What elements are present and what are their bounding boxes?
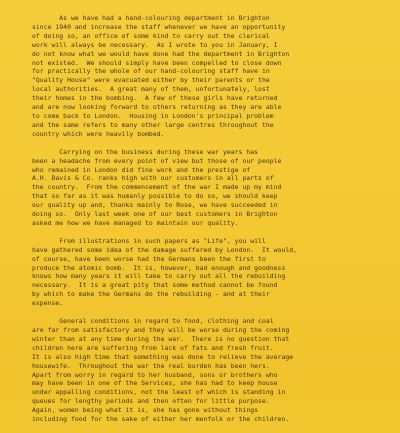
text-line: knows how many years it will take to carry out all the rebuilding [32,272,286,281]
text-line: asked me how we have managed to maintain our quality. [32,218,239,227]
text-line: doing so. Only last week one of our best customers in Brighton [32,210,278,219]
text-line: work will always be necessary. As I wrote to you in January, I [32,40,278,49]
text-line: including food for the sake of either her menfolk or the children. [32,415,290,424]
text-line: and are now looking forward to others returning as they are able [32,103,282,112]
text-line: As we have had a hand-colouring department in Brighton [32,14,270,22]
letter-body [32,14,382,433]
text-line: produce the atomic bomb. It is, however, bad enough and goodness [32,263,286,272]
paragraph-2 [32,148,382,228]
text-line: From illustrations in such papers as "Life", you will [32,236,266,245]
text-line: children here are suffering from lack of fats and fresh fruit. [32,343,274,352]
paragraph-4 [32,317,382,424]
text-line: General conditions in regard to food, clothing and coal [32,317,274,326]
text-line: for practically the whole of our hand-colouring staff have in [32,67,270,76]
text-line: that so far as it was humanly possible to do so, we should keep [32,192,278,201]
text-line: A.H. Davis & Co. ranks high with our customers in all parts of [32,174,274,183]
text-line: queues for lengthy periods and then often for little purpose. [32,397,270,406]
text-line: have gathered some idea of the damage suffered by London. It would, [32,245,298,254]
text-line: our quality up and, thanks mainly to Rose, we have succeeded in [32,201,278,210]
paragraph-3 [32,237,382,308]
text-line: since 1940 and increase the staff whenever we have an opportunity [32,22,286,31]
text-line: do not know what we would have done had the department in Brighton [32,49,290,58]
text-line: not existed. We should simply have been compelled to close down [32,58,282,67]
text-line: are far from satisfactory and they will be worse during the coming [32,326,290,334]
text-line: may have been in one of the Services, she has had to keep house [32,379,278,388]
text-line: by which to make the Germans do the rebuilding - and at their [32,290,270,299]
text-line: Again, women being what it is, she has gone without things [32,406,259,415]
text-line: of course, have been worse had the Germans been the first to [32,254,266,263]
text-line: been a headache from every point of view but those of our people [32,156,282,165]
text-line: under appalling conditions, not the least of which is standing in [32,388,286,397]
text-line: Apart from worry in regard to her husband, sons or brothers who [32,370,278,379]
text-line: winter than at any time during the war. There is no question that [32,334,290,343]
text-line: their homes in the bombing. A few of these girls have returned [32,94,278,103]
text-line: who remained in London did fine work and the prestige of [32,165,251,174]
text-line: and the same refers to many other large centres throughout the [32,120,274,129]
text-line: Carrying on the business during these war years has [32,147,259,156]
text-line: housewife. Throughout the war the real burden has been hers. [32,361,270,370]
text-line: "Quality House" were evacuated either by their parents or the [32,76,270,85]
paragraph-1 [32,14,382,139]
text-line: It is also high time that something was done to relieve the average [32,352,294,361]
text-line: of doing so, an office of some kind to carry out the clerical [32,31,270,40]
text-line: necessary. It is a great pity that some method cannot be found [32,281,278,290]
text-line: expense. [32,299,64,308]
text-line: local authorities. A great many of them, unfortunately, lost [32,85,270,94]
text-line: to come back to London. Housing in London's principal problem [32,111,274,120]
text-line: country which were heavily bombed. [32,129,165,138]
text-line: the country. From the commencement of the war I made up my mind [32,183,282,192]
